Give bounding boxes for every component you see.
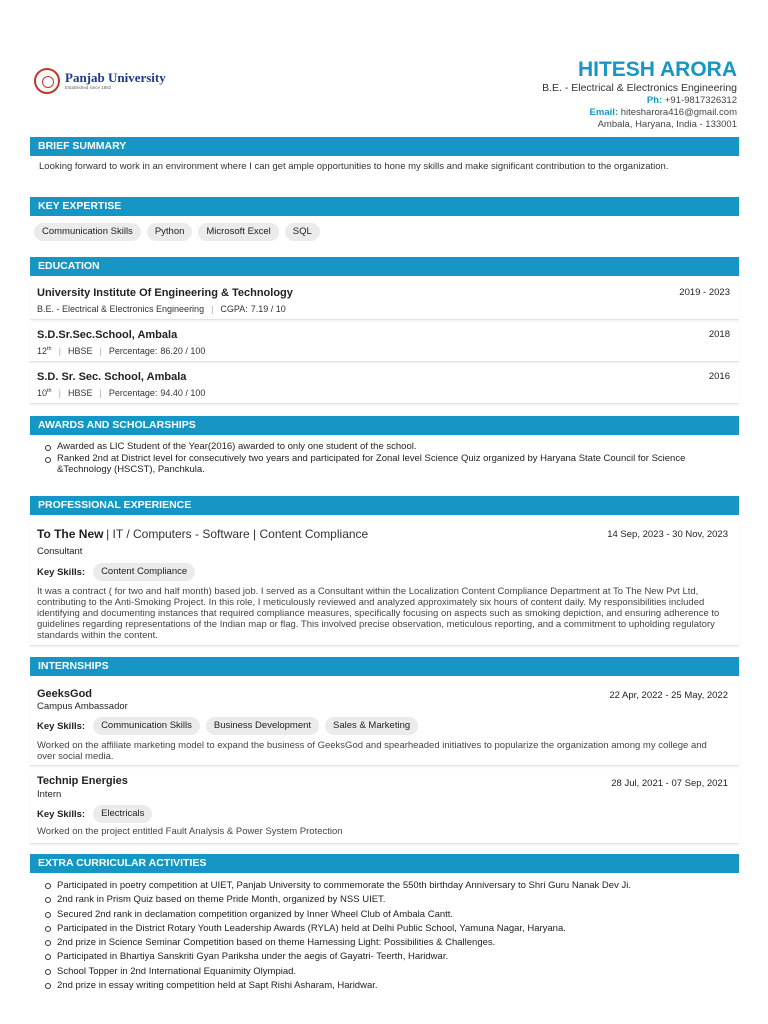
candidate-name: HITESH ARORA xyxy=(577,58,737,81)
class-level: 12th xyxy=(37,346,52,356)
logo-name: Panjab University xyxy=(65,70,166,85)
list-item: Awarded as LIC Student of the Year(2016) awarded to only one student of the school. xyxy=(44,441,734,453)
school-name: S.D. Sr. Sec. School, Ambala xyxy=(37,371,187,383)
internship-dates: 28 Jul, 2021 - 07 Sep, 2021 xyxy=(611,778,728,789)
education-entry xyxy=(30,282,739,320)
grade-value: 7.19 / 10 xyxy=(250,304,286,314)
phone-value: +91-9817326312 xyxy=(664,95,737,106)
board: HBSE xyxy=(67,388,93,398)
key-skills xyxy=(37,717,418,735)
school-name: S.D.Sr.Sec.School, Ambala xyxy=(37,329,178,341)
list-item: School Topper in 2nd International Equanimity Olympiad. xyxy=(44,965,734,979)
internship-entry xyxy=(30,770,739,844)
grade-label: Percentage: xyxy=(108,346,158,356)
grade-value: 86.20 / 100 xyxy=(160,346,206,356)
key-skills xyxy=(37,805,152,823)
education-entry xyxy=(30,324,739,362)
internship-entry xyxy=(30,682,739,766)
company-details: | IT / Computers - Software | Content Compliance xyxy=(106,527,369,541)
address: Ambala, Haryana, India - 133001 xyxy=(597,119,737,130)
section-heading-summary: BRIEF SUMMARY xyxy=(30,137,739,156)
experience-dates: 14 Sep, 2023 - 30 Nov, 2023 xyxy=(607,529,728,540)
grade-value: 94.40 / 100 xyxy=(160,388,206,398)
email-label: Email: xyxy=(589,107,619,118)
awards-list xyxy=(44,441,734,476)
section-heading-experience: PROFESSIONAL EXPERIENCE xyxy=(30,496,739,515)
email-line xyxy=(542,107,737,119)
internship-role: Intern xyxy=(37,789,62,800)
list-item: Participated in Bhartiya Sanskriti Gyan Pariksha under the aegis of Gayatri- Teerth, Haridwar. xyxy=(44,950,734,964)
expertise-chip: Python xyxy=(147,223,193,241)
education-year: 2016 xyxy=(708,371,730,382)
internship-description: Worked on the affiliate marketing model to expand the business of GeeksGod and spearheaded initiatives to popularize the organization among my college and over social media. xyxy=(37,740,707,762)
education-details: B.E. - Electrical & Electronics Engineering | CGPA: 7.19 / 10 xyxy=(37,304,286,314)
key-skills-label: Key Skills: xyxy=(37,808,86,820)
board: HBSE xyxy=(67,346,93,356)
company-name: To The New xyxy=(37,527,104,541)
experience-description: It was a contract ( for two and half month) based job. I served as a Consultant within the Localization Content Compliance Department at To The New Pvt Ltd, contributing to the Anti-Smoking Project. In this role, I meticulously reviewed and analyzed approximately six hours of content daily. My responsibilities included identifying and documenting instances that required compliance measures, specifically focusing on aspects such as smoking depiction, and ensuring adherence to guidelines regarding representations of the Indian map or flag. This involved precise observation, meticulous reporting, and a commitment to upholding regulatory standards within the content. xyxy=(37,586,720,641)
university-seal-icon xyxy=(34,68,60,94)
key-skills-label: Key Skills: xyxy=(37,720,86,732)
expertise-chips xyxy=(34,223,320,241)
logo-subtitle: Established since 1882 xyxy=(65,85,112,90)
skill-chip: Sales & Marketing xyxy=(325,717,418,735)
skill-chip: Business Development xyxy=(206,717,319,735)
skill-chip: Electricals xyxy=(93,805,152,823)
program: B.E. - Electrical & Electronics Engineering xyxy=(37,304,205,314)
key-skills-label: Key Skills: xyxy=(37,566,86,578)
university-logo xyxy=(34,68,166,94)
email-value[interactable]: hitesharora416@gmail.com xyxy=(620,107,737,118)
job-role: Consultant xyxy=(37,546,83,557)
school-name: University Institute Of Engineering & Technology xyxy=(37,287,293,299)
phone-label: Ph: xyxy=(646,95,663,106)
class-level: 10th xyxy=(37,388,52,398)
expertise-chip: Communication Skills xyxy=(34,223,141,241)
key-skills xyxy=(37,563,195,581)
section-heading-education: EDUCATION xyxy=(30,257,739,276)
list-item: Participated in the District Rotary Youth Leadership Awards (RYLA) held at Delhi Public School, Yamuna Nagar, Haryana. xyxy=(44,922,734,936)
candidate-degree: B.E. - Electrical & Electronics Engineering xyxy=(542,82,737,94)
list-item: 2nd rank in Prism Quiz based on theme Pride Month, organized by NSS UIET. xyxy=(44,893,734,907)
expertise-chip: SQL xyxy=(285,223,320,241)
grade-label: Percentage: xyxy=(108,388,158,398)
internship-role: Campus Ambassador xyxy=(37,701,128,712)
education-details: 10th | HBSE | Percentage: 94.40 / 100 xyxy=(37,388,206,398)
education-entry xyxy=(30,366,739,404)
list-item: Participated in poetry competition at UIET, Panjab University to commemorate the 550th birthday Anniversary to Shri Guru Nanak Dev Ji. xyxy=(44,879,734,893)
section-heading-expertise: KEY EXPERTISE xyxy=(30,197,739,216)
company-name: Technip Energies xyxy=(37,775,128,787)
section-heading-internships: INTERNSHIPS xyxy=(30,657,739,676)
skill-chip: Content Compliance xyxy=(93,563,195,581)
list-item: Ranked 2nd at District level for consecutively two years and participated for Zonal level Science Quiz organized by Haryana State Council for Science &Technology (HSCST), Panchkula. xyxy=(44,453,734,476)
education-year: 2019 - 2023 xyxy=(679,287,730,298)
education-details: 12th | HBSE | Percentage: 86.20 / 100 xyxy=(37,346,206,356)
extracurricular-list xyxy=(44,879,734,993)
list-item: 2nd prize in essay writing competition held at Sapt Rishi Asharam, Haridwar. xyxy=(44,979,734,993)
skill-chip: Communication Skills xyxy=(93,717,200,735)
list-item: 2nd prize in Science Seminar Competition based on theme Harnessing Light: Possibilities & Challenges. xyxy=(44,936,734,950)
section-heading-extracurricular: EXTRA CURRICULAR ACTIVITIES xyxy=(30,854,739,873)
grade-label: CGPA: xyxy=(220,304,248,314)
resume-header xyxy=(542,58,737,131)
company-name: GeeksGod xyxy=(37,688,93,700)
internship-dates: 22 Apr, 2022 - 25 May, 2022 xyxy=(609,690,728,701)
list-item: Secured 2nd rank in declamation competition organized by Inner Wheel Club of Ambala Cantt. xyxy=(44,908,734,922)
phone-line xyxy=(542,95,737,107)
expertise-chip: Microsoft Excel xyxy=(198,223,278,241)
summary-text: Looking forward to work in an environment where I can get ample opportunities to hone my skills and make significant contribution to the organization. xyxy=(39,161,669,172)
experience-entry xyxy=(30,520,739,646)
internship-description: Worked on the project entitled Fault Analysis & Power System Protection xyxy=(37,826,343,837)
section-heading-awards: AWARDS AND SCHOLARSHIPS xyxy=(30,416,739,435)
company-line xyxy=(37,527,368,541)
education-year: 2018 xyxy=(708,329,730,340)
